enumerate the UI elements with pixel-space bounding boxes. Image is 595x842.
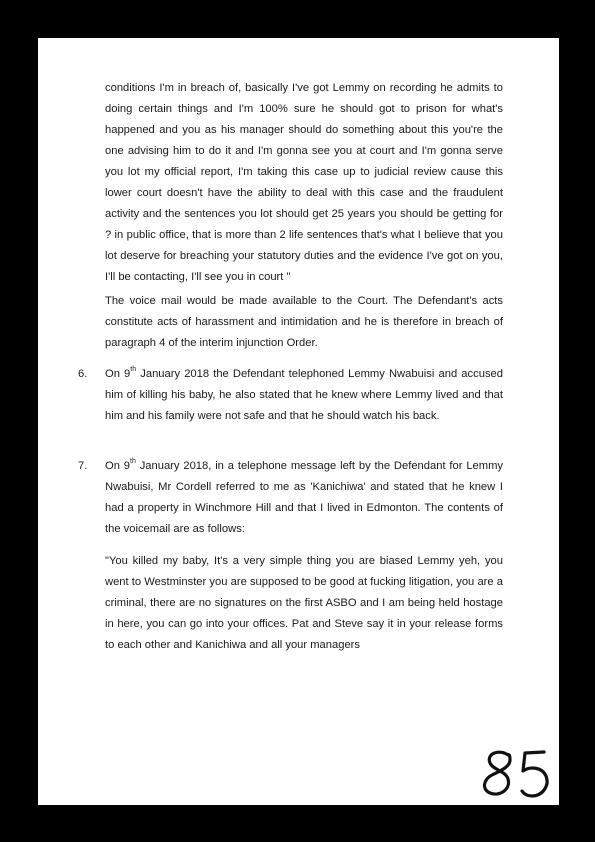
voicemail-note-paragraph: The voice mail would be made available to the Court. The Defendant's acts constitute acts of harassment and intimidation and he is therefore in breach of paragraph 4 of the interim injunction Order. [105, 295, 503, 349]
paragraph-lead: On 9 [105, 368, 131, 380]
paragraph-body [105, 364, 503, 427]
paragraph-text: January 2018 the Defendant telephoned Lemmy Nwabuisi and accused him of killing his baby, he also stated that he knew where Lemmy lived and that him and his family were not safe and that he should watch his back. [105, 368, 503, 422]
paragraph-text: January 2018, in a telephone message left by the Defendant for Lemmy Nwabuisi, Mr Cordell referred to me as 'Kanichiwa' and stated that he knew I had a property in Winchmore Hill and that I lived in Edmonton. The contents of the voicemail are as follows: [105, 460, 503, 535]
continued-paragraph: conditions I'm in breach of, basically I've got Lemmy on recording he admits to doing certain things and I'm 100% sure he should got to prison for what's happened and you as his manager should do something about this you're the one advising him to do it and I'm gonna see you at court and I'm gonna serve you lot my official report, I'm taking this case up to judicial review cause this lower court doesn't have the ability to deal with this case and the fraudulent activity and the sentences you lot should get 25 years you should be getting for ? in public office, that is more than 2 life sentences that's what I believe that you lot deserve for breaching your statutory duties and the evidence I've got on you, I'll be contacting, I'll see you in court " [105, 82, 503, 283]
paragraph-number: 7. [78, 460, 88, 472]
paragraph-lead: On 9 [105, 460, 130, 472]
paragraph-number: 6. [78, 368, 88, 380]
paragraph-body [105, 456, 503, 540]
ordinal-suffix: th [130, 366, 137, 374]
document-page [38, 38, 559, 805]
ordinal-suffix: th [130, 458, 136, 466]
handwritten-page-number [478, 743, 558, 805]
voicemail-quote-paragraph: "You killed my baby, It's a very simple thing you are biased Lemmy yeh, you went to Westminster you are supposed to be good at fucking litigation, you are a criminal, there are no signatures on the first ASBO and I am being held hostage in here, you can go into your offices. Pat and Steve say it in your release forms to each other and Kanichiwa and all your managers [105, 555, 503, 651]
